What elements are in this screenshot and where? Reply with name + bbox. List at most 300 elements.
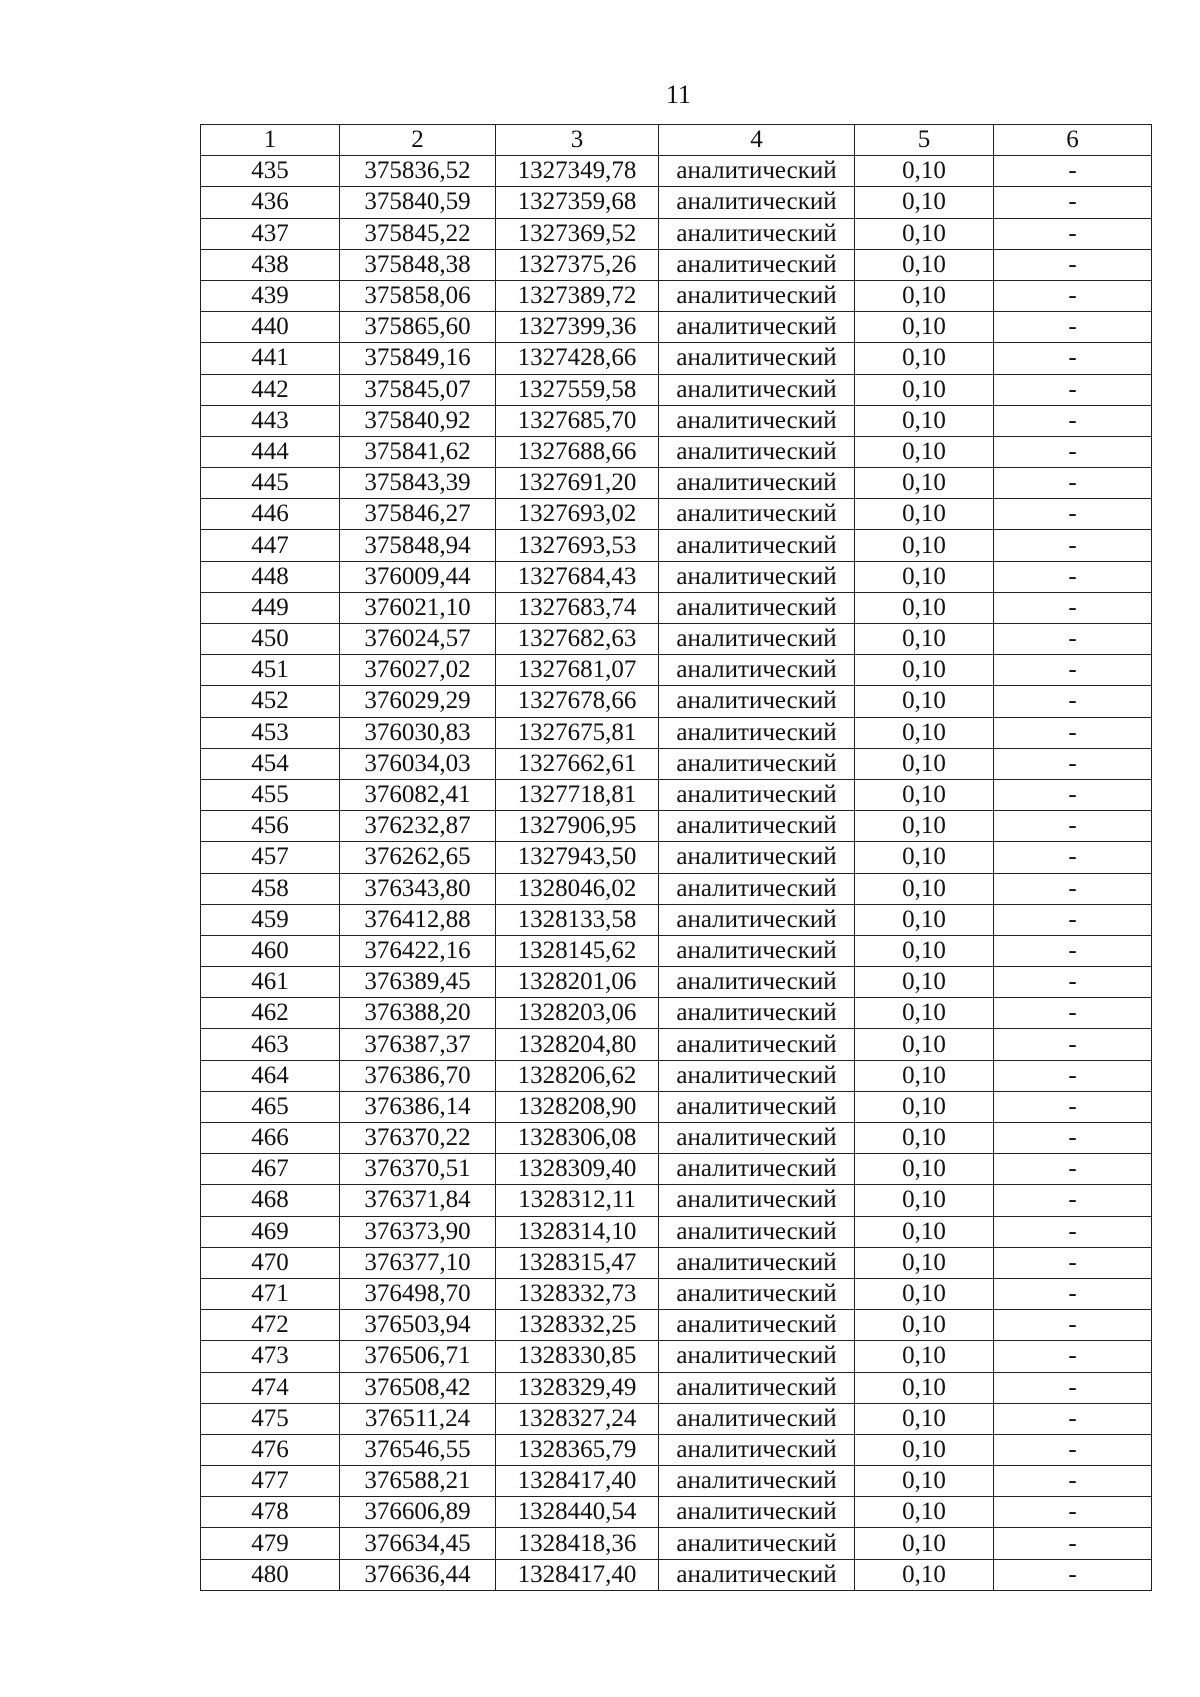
y-coordinate-cell: 1328417,40 <box>496 1559 659 1590</box>
x-coordinate-cell: 376029,29 <box>340 686 496 717</box>
table-row <box>201 249 1152 280</box>
point-number-cell: 451 <box>201 655 340 686</box>
accuracy-cell: 0,10 <box>855 1060 994 1091</box>
y-coordinate-cell: 1327683,74 <box>496 592 659 623</box>
point-number-cell: 478 <box>201 1497 340 1528</box>
method-cell: аналитический <box>659 1559 855 1590</box>
note-cell: - <box>994 873 1152 904</box>
point-number-cell: 447 <box>201 530 340 561</box>
table-row <box>201 1497 1152 1528</box>
point-number-cell: 438 <box>201 249 340 280</box>
y-coordinate-cell: 1328332,73 <box>496 1278 659 1309</box>
note-cell: - <box>994 717 1152 748</box>
y-coordinate-cell: 1328327,24 <box>496 1403 659 1434</box>
note-cell: - <box>994 1247 1152 1278</box>
note-cell: - <box>994 1403 1152 1434</box>
accuracy-cell: 0,10 <box>855 280 994 311</box>
y-coordinate-cell: 1327359,68 <box>496 187 659 218</box>
accuracy-cell: 0,10 <box>855 249 994 280</box>
method-cell: аналитический <box>659 1060 855 1091</box>
method-cell: аналитический <box>659 748 855 779</box>
column-header: 5 <box>855 125 994 156</box>
method-cell: аналитический <box>659 1247 855 1278</box>
table-body <box>201 156 1152 1591</box>
x-coordinate-cell: 376546,55 <box>340 1434 496 1465</box>
column-header: 4 <box>659 125 855 156</box>
method-cell: аналитический <box>659 592 855 623</box>
table-row <box>201 1341 1152 1372</box>
note-cell: - <box>994 1216 1152 1247</box>
accuracy-cell: 0,10 <box>855 935 994 966</box>
point-number-cell: 435 <box>201 156 340 187</box>
page-number: 11 <box>665 80 692 109</box>
accuracy-cell: 0,10 <box>855 1559 994 1590</box>
method-cell: аналитический <box>659 468 855 499</box>
y-coordinate-cell: 1328208,90 <box>496 1091 659 1122</box>
table-row <box>201 499 1152 530</box>
x-coordinate-cell: 376412,88 <box>340 904 496 935</box>
x-coordinate-cell: 376024,57 <box>340 624 496 655</box>
y-coordinate-cell: 1327693,02 <box>496 499 659 530</box>
method-cell: аналитический <box>659 187 855 218</box>
accuracy-cell: 0,10 <box>855 1403 994 1434</box>
method-cell: аналитический <box>659 1403 855 1434</box>
method-cell: аналитический <box>659 842 855 873</box>
point-number-cell: 441 <box>201 343 340 374</box>
note-cell: - <box>994 1341 1152 1372</box>
accuracy-cell: 0,10 <box>855 904 994 935</box>
note-cell: - <box>994 1528 1152 1559</box>
y-coordinate-cell: 1328312,11 <box>496 1185 659 1216</box>
accuracy-cell: 0,10 <box>855 1466 994 1497</box>
point-number-cell: 457 <box>201 842 340 873</box>
x-coordinate-cell: 376371,84 <box>340 1185 496 1216</box>
table-row <box>201 1029 1152 1060</box>
accuracy-cell: 0,10 <box>855 343 994 374</box>
column-header: 1 <box>201 125 340 156</box>
point-number-cell: 480 <box>201 1559 340 1590</box>
method-cell: аналитический <box>659 1154 855 1185</box>
table-row <box>201 1123 1152 1154</box>
y-coordinate-cell: 1328204,80 <box>496 1029 659 1060</box>
table-row <box>201 624 1152 655</box>
x-coordinate-cell: 376370,51 <box>340 1154 496 1185</box>
note-cell: - <box>994 343 1152 374</box>
accuracy-cell: 0,10 <box>855 592 994 623</box>
point-number-cell: 463 <box>201 1029 340 1060</box>
x-coordinate-cell: 376388,20 <box>340 998 496 1029</box>
note-cell: - <box>994 1091 1152 1122</box>
note-cell: - <box>994 1185 1152 1216</box>
method-cell: аналитический <box>659 249 855 280</box>
note-cell: - <box>994 904 1152 935</box>
method-cell: аналитический <box>659 1434 855 1465</box>
y-coordinate-cell: 1328329,49 <box>496 1372 659 1403</box>
table-row <box>201 592 1152 623</box>
note-cell: - <box>994 1154 1152 1185</box>
method-cell: аналитический <box>659 811 855 842</box>
x-coordinate-cell: 376386,70 <box>340 1060 496 1091</box>
point-number-cell: 454 <box>201 748 340 779</box>
table-row <box>201 374 1152 405</box>
table-row <box>201 1278 1152 1309</box>
x-coordinate-cell: 375849,16 <box>340 343 496 374</box>
x-coordinate-cell: 376343,80 <box>340 873 496 904</box>
point-number-cell: 459 <box>201 904 340 935</box>
table-row <box>201 218 1152 249</box>
note-cell: - <box>994 1278 1152 1309</box>
accuracy-cell: 0,10 <box>855 779 994 810</box>
point-number-cell: 474 <box>201 1372 340 1403</box>
table-row <box>201 811 1152 842</box>
note-cell: - <box>994 436 1152 467</box>
note-cell: - <box>994 935 1152 966</box>
note-cell: - <box>994 249 1152 280</box>
accuracy-cell: 0,10 <box>855 1091 994 1122</box>
note-cell: - <box>994 468 1152 499</box>
x-coordinate-cell: 376634,45 <box>340 1528 496 1559</box>
table-row <box>201 1403 1152 1434</box>
table-row <box>201 561 1152 592</box>
point-number-cell: 469 <box>201 1216 340 1247</box>
method-cell: аналитический <box>659 405 855 436</box>
table-row <box>201 717 1152 748</box>
x-coordinate-cell: 376262,65 <box>340 842 496 873</box>
x-coordinate-cell: 376387,37 <box>340 1029 496 1060</box>
method-cell: аналитический <box>659 1123 855 1154</box>
note-cell: - <box>994 811 1152 842</box>
y-coordinate-cell: 1328206,62 <box>496 1060 659 1091</box>
note-cell: - <box>994 1123 1152 1154</box>
table-row <box>201 1310 1152 1341</box>
note-cell: - <box>994 530 1152 561</box>
x-coordinate-cell: 376508,42 <box>340 1372 496 1403</box>
y-coordinate-cell: 1328133,58 <box>496 904 659 935</box>
accuracy-cell: 0,10 <box>855 1247 994 1278</box>
y-coordinate-cell: 1328440,54 <box>496 1497 659 1528</box>
point-number-cell: 437 <box>201 218 340 249</box>
note-cell: - <box>994 686 1152 717</box>
note-cell: - <box>994 1559 1152 1590</box>
x-coordinate-cell: 375848,94 <box>340 530 496 561</box>
point-number-cell: 442 <box>201 374 340 405</box>
accuracy-cell: 0,10 <box>855 1216 994 1247</box>
table-row <box>201 530 1152 561</box>
column-header: 2 <box>340 125 496 156</box>
x-coordinate-cell: 376511,24 <box>340 1403 496 1434</box>
y-coordinate-cell: 1327682,63 <box>496 624 659 655</box>
y-coordinate-cell: 1327375,26 <box>496 249 659 280</box>
accuracy-cell: 0,10 <box>855 624 994 655</box>
table-row <box>201 1247 1152 1278</box>
note-cell: - <box>994 1434 1152 1465</box>
table-row <box>201 156 1152 187</box>
method-cell: аналитический <box>659 717 855 748</box>
point-number-cell: 452 <box>201 686 340 717</box>
accuracy-cell: 0,10 <box>855 1528 994 1559</box>
method-cell: аналитический <box>659 1466 855 1497</box>
table-row <box>201 935 1152 966</box>
table-row <box>201 405 1152 436</box>
method-cell: аналитический <box>659 624 855 655</box>
accuracy-cell: 0,10 <box>855 998 994 1029</box>
method-cell: аналитический <box>659 530 855 561</box>
table-row <box>201 1528 1152 1559</box>
method-cell: аналитический <box>659 1528 855 1559</box>
y-coordinate-cell: 1327906,95 <box>496 811 659 842</box>
note-cell: - <box>994 998 1152 1029</box>
x-coordinate-cell: 375845,07 <box>340 374 496 405</box>
table-row <box>201 468 1152 499</box>
table-row <box>201 842 1152 873</box>
point-number-cell: 472 <box>201 1310 340 1341</box>
x-coordinate-cell: 375841,62 <box>340 436 496 467</box>
method-cell: аналитический <box>659 1185 855 1216</box>
point-number-cell: 449 <box>201 592 340 623</box>
x-coordinate-cell: 375846,27 <box>340 499 496 530</box>
accuracy-cell: 0,10 <box>855 1341 994 1372</box>
table-row <box>201 1154 1152 1185</box>
accuracy-cell: 0,10 <box>855 842 994 873</box>
x-coordinate-cell: 376386,14 <box>340 1091 496 1122</box>
method-cell: аналитический <box>659 1372 855 1403</box>
method-cell: аналитический <box>659 343 855 374</box>
point-number-cell: 471 <box>201 1278 340 1309</box>
y-coordinate-cell: 1328418,36 <box>496 1528 659 1559</box>
note-cell: - <box>994 405 1152 436</box>
y-coordinate-cell: 1327681,07 <box>496 655 659 686</box>
y-coordinate-cell: 1327428,66 <box>496 343 659 374</box>
table-row <box>201 1434 1152 1465</box>
table-row <box>201 967 1152 998</box>
accuracy-cell: 0,10 <box>855 499 994 530</box>
y-coordinate-cell: 1328309,40 <box>496 1154 659 1185</box>
table-row <box>201 1372 1152 1403</box>
coordinates-table <box>200 124 1152 1591</box>
point-number-cell: 479 <box>201 1528 340 1559</box>
method-cell: аналитический <box>659 374 855 405</box>
y-coordinate-cell: 1327662,61 <box>496 748 659 779</box>
y-coordinate-cell: 1327389,72 <box>496 280 659 311</box>
x-coordinate-cell: 376021,10 <box>340 592 496 623</box>
accuracy-cell: 0,10 <box>855 156 994 187</box>
table-row <box>201 1185 1152 1216</box>
note-cell: - <box>994 374 1152 405</box>
y-coordinate-cell: 1327678,66 <box>496 686 659 717</box>
table-row <box>201 904 1152 935</box>
method-cell: аналитический <box>659 1216 855 1247</box>
column-header: 6 <box>994 125 1152 156</box>
point-number-cell: 453 <box>201 717 340 748</box>
y-coordinate-cell: 1327943,50 <box>496 842 659 873</box>
table-row <box>201 779 1152 810</box>
x-coordinate-cell: 376636,44 <box>340 1559 496 1590</box>
y-coordinate-cell: 1327399,36 <box>496 312 659 343</box>
accuracy-cell: 0,10 <box>855 405 994 436</box>
header-row <box>201 125 1152 156</box>
note-cell: - <box>994 842 1152 873</box>
x-coordinate-cell: 376498,70 <box>340 1278 496 1309</box>
x-coordinate-cell: 375840,92 <box>340 405 496 436</box>
accuracy-cell: 0,10 <box>855 218 994 249</box>
y-coordinate-cell: 1328314,10 <box>496 1216 659 1247</box>
note-cell: - <box>994 312 1152 343</box>
x-coordinate-cell: 376389,45 <box>340 967 496 998</box>
y-coordinate-cell: 1327691,20 <box>496 468 659 499</box>
point-number-cell: 445 <box>201 468 340 499</box>
y-coordinate-cell: 1327369,52 <box>496 218 659 249</box>
note-cell: - <box>994 1497 1152 1528</box>
table-row <box>201 1559 1152 1590</box>
method-cell: аналитический <box>659 1310 855 1341</box>
table-row <box>201 187 1152 218</box>
y-coordinate-cell: 1327688,66 <box>496 436 659 467</box>
note-cell: - <box>994 1310 1152 1341</box>
accuracy-cell: 0,10 <box>855 1154 994 1185</box>
method-cell: аналитический <box>659 312 855 343</box>
method-cell: аналитический <box>659 280 855 311</box>
method-cell: аналитический <box>659 686 855 717</box>
note-cell: - <box>994 967 1152 998</box>
note-cell: - <box>994 748 1152 779</box>
x-coordinate-cell: 376232,87 <box>340 811 496 842</box>
method-cell: аналитический <box>659 935 855 966</box>
note-cell: - <box>994 187 1152 218</box>
x-coordinate-cell: 375865,60 <box>340 312 496 343</box>
y-coordinate-cell: 1327684,43 <box>496 561 659 592</box>
point-number-cell: 475 <box>201 1403 340 1434</box>
note-cell: - <box>994 1029 1152 1060</box>
note-cell: - <box>994 592 1152 623</box>
method-cell: аналитический <box>659 655 855 686</box>
point-number-cell: 460 <box>201 935 340 966</box>
table-row <box>201 748 1152 779</box>
note-cell: - <box>994 1372 1152 1403</box>
accuracy-cell: 0,10 <box>855 1185 994 1216</box>
y-coordinate-cell: 1327349,78 <box>496 156 659 187</box>
method-cell: аналитический <box>659 1091 855 1122</box>
x-coordinate-cell: 376082,41 <box>340 779 496 810</box>
method-cell: аналитический <box>659 967 855 998</box>
x-coordinate-cell: 376503,94 <box>340 1310 496 1341</box>
point-number-cell: 476 <box>201 1434 340 1465</box>
point-number-cell: 468 <box>201 1185 340 1216</box>
accuracy-cell: 0,10 <box>855 530 994 561</box>
method-cell: аналитический <box>659 499 855 530</box>
note-cell: - <box>994 218 1152 249</box>
note-cell: - <box>994 1466 1152 1497</box>
y-coordinate-cell: 1328145,62 <box>496 935 659 966</box>
y-coordinate-cell: 1327685,70 <box>496 405 659 436</box>
note-cell: - <box>994 561 1152 592</box>
y-coordinate-cell: 1327559,58 <box>496 374 659 405</box>
y-coordinate-cell: 1328315,47 <box>496 1247 659 1278</box>
x-coordinate-cell: 375848,38 <box>340 249 496 280</box>
accuracy-cell: 0,10 <box>855 1310 994 1341</box>
table-row <box>201 655 1152 686</box>
accuracy-cell: 0,10 <box>855 717 994 748</box>
x-coordinate-cell: 376370,22 <box>340 1123 496 1154</box>
note-cell: - <box>994 499 1152 530</box>
accuracy-cell: 0,10 <box>855 1278 994 1309</box>
point-number-cell: 473 <box>201 1341 340 1372</box>
method-cell: аналитический <box>659 1341 855 1372</box>
table-row <box>201 1466 1152 1497</box>
method-cell: аналитический <box>659 873 855 904</box>
accuracy-cell: 0,10 <box>855 967 994 998</box>
table-row <box>201 436 1152 467</box>
x-coordinate-cell: 376027,02 <box>340 655 496 686</box>
accuracy-cell: 0,10 <box>855 312 994 343</box>
accuracy-cell: 0,10 <box>855 748 994 779</box>
point-number-cell: 439 <box>201 280 340 311</box>
point-number-cell: 470 <box>201 1247 340 1278</box>
table-row <box>201 998 1152 1029</box>
x-coordinate-cell: 376034,03 <box>340 748 496 779</box>
note-cell: - <box>994 280 1152 311</box>
table-row <box>201 1216 1152 1247</box>
y-coordinate-cell: 1328306,08 <box>496 1123 659 1154</box>
point-number-cell: 461 <box>201 967 340 998</box>
x-coordinate-cell: 375858,06 <box>340 280 496 311</box>
method-cell: аналитический <box>659 779 855 810</box>
method-cell: аналитический <box>659 1029 855 1060</box>
y-coordinate-cell: 1328330,85 <box>496 1341 659 1372</box>
x-coordinate-cell: 376422,16 <box>340 935 496 966</box>
point-number-cell: 456 <box>201 811 340 842</box>
point-number-cell: 462 <box>201 998 340 1029</box>
y-coordinate-cell: 1327718,81 <box>496 779 659 810</box>
x-coordinate-cell: 376373,90 <box>340 1216 496 1247</box>
y-coordinate-cell: 1327675,81 <box>496 717 659 748</box>
x-coordinate-cell: 375843,39 <box>340 468 496 499</box>
y-coordinate-cell: 1328417,40 <box>496 1466 659 1497</box>
point-number-cell: 436 <box>201 187 340 218</box>
accuracy-cell: 0,10 <box>855 1434 994 1465</box>
table-row <box>201 312 1152 343</box>
accuracy-cell: 0,10 <box>855 436 994 467</box>
point-number-cell: 477 <box>201 1466 340 1497</box>
y-coordinate-cell: 1327693,53 <box>496 530 659 561</box>
x-coordinate-cell: 376030,83 <box>340 717 496 748</box>
point-number-cell: 464 <box>201 1060 340 1091</box>
point-number-cell: 458 <box>201 873 340 904</box>
method-cell: аналитический <box>659 156 855 187</box>
point-number-cell: 450 <box>201 624 340 655</box>
point-number-cell: 467 <box>201 1154 340 1185</box>
x-coordinate-cell: 376588,21 <box>340 1466 496 1497</box>
note-cell: - <box>994 779 1152 810</box>
accuracy-cell: 0,10 <box>855 1123 994 1154</box>
y-coordinate-cell: 1328365,79 <box>496 1434 659 1465</box>
note-cell: - <box>994 655 1152 686</box>
table-row <box>201 1091 1152 1122</box>
x-coordinate-cell: 375836,52 <box>340 156 496 187</box>
method-cell: аналитический <box>659 561 855 592</box>
point-number-cell: 448 <box>201 561 340 592</box>
x-coordinate-cell: 375840,59 <box>340 187 496 218</box>
x-coordinate-cell: 375845,22 <box>340 218 496 249</box>
accuracy-cell: 0,10 <box>855 468 994 499</box>
method-cell: аналитический <box>659 1497 855 1528</box>
point-number-cell: 465 <box>201 1091 340 1122</box>
method-cell: аналитический <box>659 1278 855 1309</box>
x-coordinate-cell: 376506,71 <box>340 1341 496 1372</box>
table-row <box>201 343 1152 374</box>
table-row <box>201 280 1152 311</box>
method-cell: аналитический <box>659 218 855 249</box>
method-cell: аналитический <box>659 904 855 935</box>
